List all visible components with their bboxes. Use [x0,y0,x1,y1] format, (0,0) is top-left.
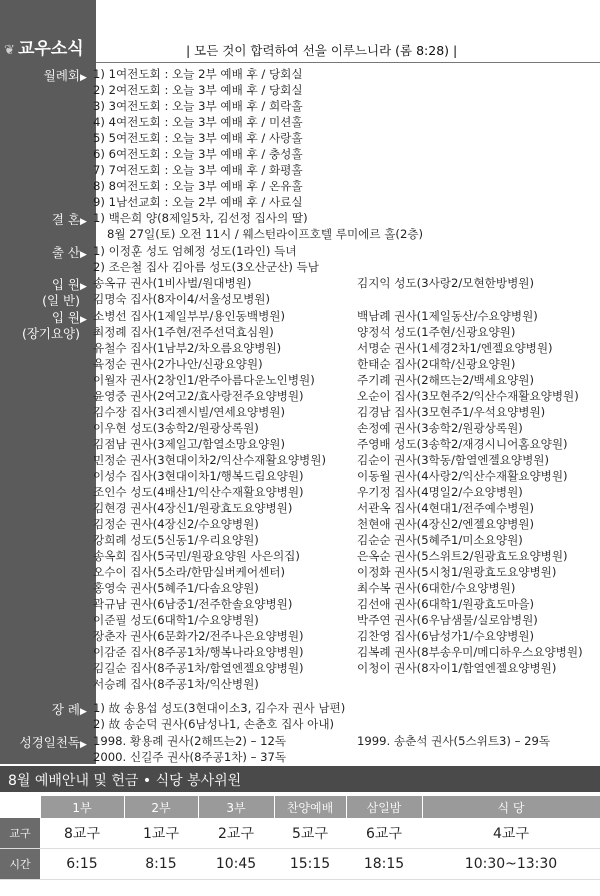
list-item: 이청이 권사(8자이1/함열엔젤요양병원) [357,661,557,675]
list-item: 이감준 집사(8주공1차/행복나라요양병원) [93,645,304,659]
schedule-title: 8월 예배안내 및 헌금 • 식당 봉사위원 [8,773,242,789]
list-item: 곽규남 권사(6남중1/전주한솔요양병원) [93,597,293,611]
table-cell: 8:15 [124,849,198,880]
list-item: 오수이 집사(5소라/한맘실버케어센터) [93,565,286,579]
list-item: 김명숙 집사(8자이4/서울성모병원) [93,292,270,306]
leaf-icon: ❦ [4,43,15,58]
arrow-right-icon: ▶ [80,707,87,717]
table-cell: 5교구 [274,818,346,849]
sidebar-band [0,0,96,764]
list-item: 은옥순 권사(5스위트2/원광효도요양병원) [357,549,568,563]
list-item: 백남례 권사(1제일동산/수요양병원) [357,309,538,323]
list-item: 3) 3여전도회 : 오늘 3부 예배 후 / 희락홀 [93,99,303,113]
list-item: 오순이 집사(3모현주2/익산수재활요양병원) [357,389,579,403]
page-title: ❦ 교우소식 [0,34,96,64]
list-item: 소병선 집사(1제일부부/용인동백병원) [93,309,286,323]
list-item: 1) 1여전도회 : 오늘 2부 예배 후 / 당회실 [93,67,303,81]
label-monthly: 월례회▶ [43,68,87,83]
arrow-right-icon: ▶ [80,315,87,325]
list-item: 천현애 권사(4장신2/엔젤요양병원) [357,517,534,531]
arrow-right-icon: ▶ [80,250,87,260]
column-header: 1부 [40,796,124,818]
table-row [0,818,600,849]
table-cell: 6교구 [346,818,422,849]
sublabel-hosp-general: (일 반) [42,293,80,308]
list-item: 김선애 권사(6대학1/원광효도마을) [357,597,534,611]
list-item: 윤영중 권사(2여고2/효사랑전주요양병원) [93,389,304,403]
list-item: 서승례 집사(8주공1차/익산병원) [93,677,259,691]
header-verse: | 모든 것이 합력하여 선을 이루느니라 (롬 8:28) | [186,43,458,58]
list-item: 김순순 권사(5혜주1/미소요양원) [357,533,523,547]
list-item: 서명순 권사(1세경2차1/엔젤요양병원) [357,341,553,355]
list-item: 유철수 집사(1남부2/차오름요양병원) [93,341,282,355]
list-item: 주영배 성도(3송학2/재경시니어홈요양원) [357,437,568,451]
list-item: 이정화 권사(5시청1/원광효도요양병원) [357,565,557,579]
list-item: 김정순 권사(4장신2/수요양병원) [93,517,259,531]
list-item: 장춘자 권사(6문화가2/전주나은요양병원) [93,629,304,643]
list-item: 김점남 권사(3제일고/함열소망요양원) [93,437,286,451]
list-item: 9) 1남선교회 : 오늘 2부 예배 후 / 사료실 [93,195,303,209]
arrow-right-icon: ▶ [80,217,87,227]
list-item: 홍영숙 권사(5혜주1/다솜요양원) [93,581,259,595]
list-item: 8) 8여전도회 : 오늘 3부 예배 후 / 온유홀 [93,179,303,193]
funeral-item: 2) 故 송순덕 권사(6남성나1, 손춘호 집사 아내) [93,717,335,731]
list-item: 이성수 집사(3현대이차1/행복드림요양원) [93,469,304,483]
list-item: 민정순 권사(3현대이차2/익산수재활요양병원) [93,453,326,467]
row-label: 시간 [0,849,40,880]
column-header: 삼일밤 [346,796,422,818]
table-cell: 10:45 [198,849,274,880]
list-item: 김찬영 집사(6남성가1/수요양병원) [357,629,534,643]
table-cell: 8교구 [40,818,124,849]
label-hosp-longterm: 입 원▶ [51,310,87,325]
list-item: 김수장 집사(3리젠시빌/연세요양병원) [93,405,286,419]
list-item: 송옥희 집사(5국민/원광요양원 사은의집) [93,549,300,563]
table-cell: 6:15 [40,849,124,880]
list-item: 4) 4여전도회 : 오늘 3부 예배 후 / 미션홀 [93,115,303,129]
list-item: 우기정 집사(4명일2/수요양병원) [357,485,523,499]
list-item: 최수복 권사(6대한/수요양병원) [357,581,516,595]
label-wedding: 결 혼▶ [51,212,87,227]
table-cell: 10:30~13:30 [422,849,600,880]
header-divider [96,62,600,63]
list-item: 송옥규 권사(1비사벌/원대병원) [93,276,252,290]
list-item: 1998. 황용례 권사(2해뜨는2) – 12독 [93,734,287,748]
list-item: 5) 5여전도회 : 오늘 3부 예배 후 / 사랑홀 [93,131,303,145]
list-item: 조인수 성도(4배산1/익산수재활요양병원) [93,485,304,499]
arrow-right-icon: ▶ [80,73,87,83]
column-header: 찬양예배 [274,796,346,818]
list-item: 이월자 권사(2창인1/완주아름다운노인병원) [93,373,315,387]
list-item: 2000. 신길주 권사(8주공1차) – 37독 [93,750,287,764]
funeral-item: 1) 故 송용섭 성도(3현대이소3, 김수자 권사 남편) [93,701,346,715]
list-item: 최정례 집사(1주현/전주선덕효심원) [93,325,274,339]
list-item: 서관옥 집사(4현대1/전주예수병원) [357,501,534,515]
column-header: 식 당 [422,796,600,818]
list-item: 이우현 성도(3송학2/원광상록원) [93,421,259,435]
arrow-right-icon: ▶ [80,740,87,750]
list-item: 김복례 권사(8부송우미/메디하우스요양병원) [357,645,583,659]
table-cell: 15:15 [274,849,346,880]
list-item: 양정석 성도(1주현/신광요양원) [357,325,516,339]
list-item: 7) 7여전도회 : 오늘 3부 예배 후 / 화평홀 [93,163,303,177]
list-item: 김순이 권사(3학동/함열엔젤요양병원) [357,453,550,467]
table-cell: 4교구 [422,818,600,849]
wedding-item: 8월 27일(토) 오전 11시 / 웨스턴라이프호텔 루미에르 홀(2층) [107,227,424,241]
list-item: 6) 6여전도회 : 오늘 3부 예배 후 / 충성홀 [93,147,303,161]
label-birth: 출 산▶ [51,245,87,260]
list-item: 한태순 집사(2대학/신광요양원) [357,357,516,371]
table-header-row [0,796,600,818]
list-item: 이준필 성도(6대학1/수요양병원) [93,613,259,627]
list-item: 주기례 권사(2해뜨는2/백세요양원) [357,373,534,387]
row-label: 교구 [0,818,40,849]
list-item: 박주연 권사(6우남샘물/실로암병원) [357,613,538,627]
sublabel-hosp-longterm: (장기요양) [21,326,80,341]
list-item: 김현경 권사(4장신1/원광효도요양병원) [93,501,293,515]
list-item: 1999. 송춘석 권사(5스위트3) – 29독 [357,734,551,748]
list-item: 이동월 권사(4사랑2/익산수재활요양병원) [357,469,568,483]
list-item: 김경남 집사(3모현주1/우석요양병원) [357,405,546,419]
birth-item: 1) 이정훈 성도 엄혜정 성도(1라인) 득녀 [93,244,297,258]
wedding-item: 1) 백은희 양(8제일5차, 김선정 집사의 딸) [93,211,308,225]
label-bible-reading: 성경일천독▶ [19,735,87,750]
list-item: 육정순 권사(2가나안/신광요양원) [93,357,263,371]
table-row [0,849,600,880]
list-item: 2) 2여전도회 : 오늘 3부 예배 후 / 당회실 [93,83,303,97]
list-item: 강희례 성도(5신동1/우리요양원) [93,533,259,547]
table-cell: 2교구 [198,818,274,849]
table-cell: 18:15 [346,849,422,880]
column-header: 2부 [124,796,198,818]
birth-item: 2) 조은철 집사 김아름 성도(3오산군산) 득남 [93,260,319,274]
list-item: 김지익 성도(3사랑2/모현한방병원) [357,276,534,290]
label-hosp-general: 입 원▶ [51,277,87,292]
list-item: 김길순 집사(8주공1차/함열엔젤요양병원) [93,661,304,675]
list-item: 손정예 권사(3송학2/원광상록원) [357,421,523,435]
arrow-right-icon: ▶ [80,282,87,292]
schedule-table [0,796,600,880]
label-funeral: 장 례▶ [51,702,87,717]
column-header: 3부 [198,796,274,818]
table-cell: 1교구 [124,818,198,849]
